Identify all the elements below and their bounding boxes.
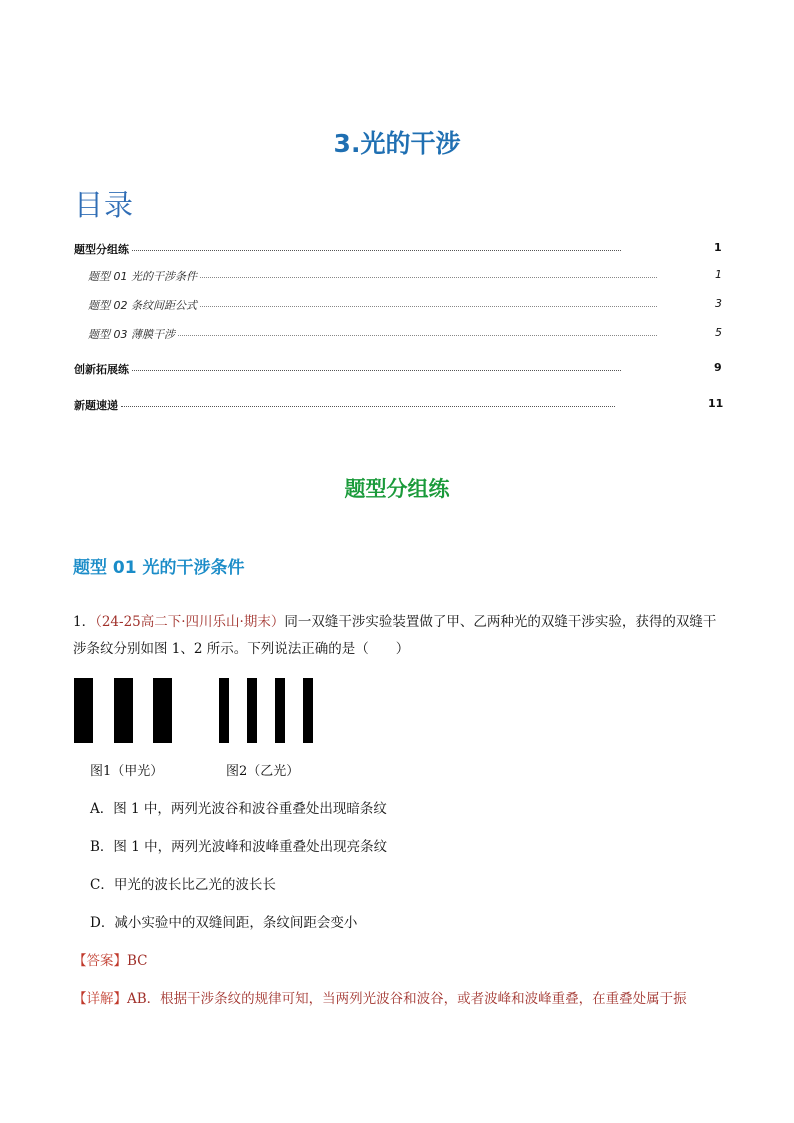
toc-heading: 目录 xyxy=(74,188,135,222)
toc-leader-dots xyxy=(121,406,615,407)
figure-1-caption: 图1（甲光） xyxy=(90,764,164,779)
question-number: 1． xyxy=(73,614,96,630)
toc-item-label: 题型 02 条纹间距公式 xyxy=(88,299,197,312)
dark-fringe xyxy=(219,678,229,743)
figure-2-caption: 图2（乙光） xyxy=(226,764,300,779)
toc-page-number: 1 xyxy=(715,268,722,281)
toc-item[interactable] xyxy=(74,241,624,257)
toc-page-number: 9 xyxy=(714,361,722,374)
option-a[interactable]: A．图 1 中，两列光波谷和波谷重叠处出现暗条纹 xyxy=(90,801,387,817)
toc-item-label: 题型分组练 xyxy=(74,243,129,256)
question-text: 同一双缝干涉实验装置做了甲、乙两种光的双缝干涉实验，获得的双缝干涉条纹分别如图 1、2 所示。下列说法正确的是（ ） xyxy=(73,614,717,657)
answer-line xyxy=(73,949,148,969)
dark-fringe xyxy=(153,678,172,743)
toc-item-label: 创新拓展练 xyxy=(74,363,129,376)
toc-item[interactable] xyxy=(88,268,660,284)
toc-leader-dots xyxy=(132,370,621,371)
toc-leader-dots xyxy=(200,306,657,307)
section-title: 题型分组练 xyxy=(344,477,450,501)
answer-value: BC xyxy=(127,953,148,969)
toc-leader-dots xyxy=(178,335,657,336)
toc-page-number: 11 xyxy=(708,397,724,410)
toc-page-number: 5 xyxy=(715,326,722,339)
dark-fringe xyxy=(303,678,313,743)
option-d[interactable]: D．减小实验中的双缝间距，条纹间距会变小 xyxy=(90,915,358,931)
dark-fringe xyxy=(275,678,285,743)
toc-leader-dots xyxy=(132,250,621,251)
detail-tag: 【详解】 xyxy=(73,991,127,1007)
option-c[interactable]: C．甲光的波长比乙光的波长长 xyxy=(90,877,276,893)
toc-page-number: 1 xyxy=(714,241,722,254)
option-b[interactable]: B．图 1 中，两列光波峰和波峰重叠处出现亮条纹 xyxy=(90,839,388,855)
question-type-title: 题型 01 光的干涉条件 xyxy=(73,558,245,578)
document-title: 3.光的干涉 xyxy=(333,129,461,158)
toc-item-label: 题型 01 光的干涉条件 xyxy=(88,270,197,283)
question-source: （24-25高二下·四川乐山·期末） xyxy=(95,614,285,630)
question-stem xyxy=(73,609,723,663)
toc-item-label: 新题速递 xyxy=(74,399,118,412)
toc-leader-dots xyxy=(200,277,657,278)
toc-page-number: 3 xyxy=(715,297,722,310)
toc-item[interactable] xyxy=(88,326,660,342)
answer-tag: 【答案】 xyxy=(73,953,127,969)
toc-item[interactable] xyxy=(74,361,624,377)
toc-item[interactable] xyxy=(74,397,618,413)
detail-line xyxy=(73,987,733,1007)
toc-item[interactable] xyxy=(88,297,660,313)
dark-fringe xyxy=(114,678,133,743)
detail-text: AB．根据干涉条纹的规律可知，当两列光波谷和波谷，或者波峰和波峰重叠，在重叠处属于振 xyxy=(127,991,687,1007)
dark-fringe xyxy=(74,678,93,743)
dark-fringe xyxy=(247,678,257,743)
toc-item-label: 题型 03 薄膜干涉 xyxy=(88,328,175,341)
